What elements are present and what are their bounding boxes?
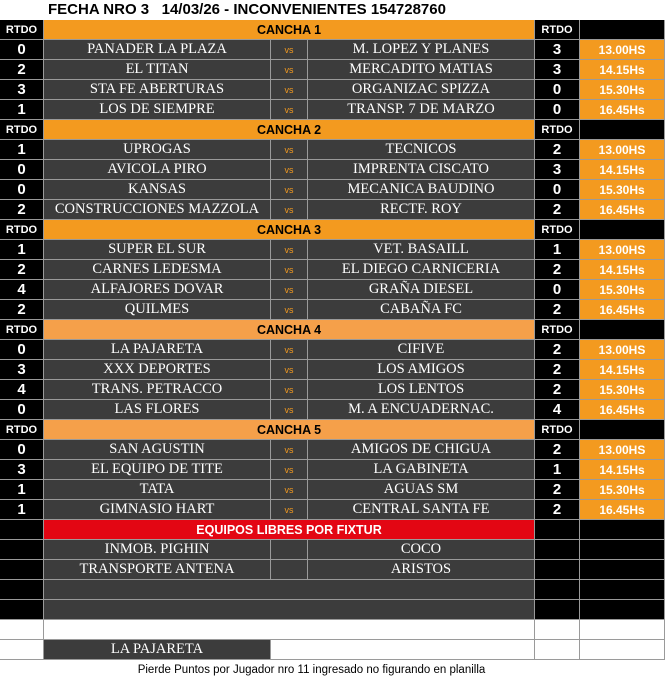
libre-team-right: ARISTOS <box>308 560 535 580</box>
match-row <box>0 180 665 200</box>
match-row <box>0 340 665 360</box>
vs-label: vs <box>271 140 308 160</box>
match-row <box>0 480 665 500</box>
away-score: 2 <box>535 440 580 460</box>
time-header-cell <box>580 220 665 240</box>
rtdo-label: RTDO <box>0 20 44 40</box>
blank-cell <box>0 620 44 640</box>
home-score: 2 <box>0 260 44 280</box>
home-team: LOS DE SIEMPRE <box>44 100 271 120</box>
vs-label: vs <box>271 240 308 260</box>
libre-team-left: TRANSPORTE ANTENA <box>44 560 271 580</box>
libres-row <box>0 560 665 580</box>
away-team: TRANSP. 7 DE MARZO <box>308 100 535 120</box>
away-team: M. LOPEZ Y PLANES <box>308 40 535 60</box>
penalty-note: Pierde Puntos por Jugador nro 11 ingresado no figurando en planilla <box>137 664 486 676</box>
home-score: 3 <box>0 460 44 480</box>
rtdo-label: RTDO <box>535 320 580 340</box>
spacer-row <box>0 620 665 640</box>
away-team: CIFIVE <box>308 340 535 360</box>
away-team: AGUAS SM <box>308 480 535 500</box>
vs-label: vs <box>271 300 308 320</box>
home-score: 3 <box>0 360 44 380</box>
home-team: LA PAJARETA <box>44 340 271 360</box>
vs-label: vs <box>271 500 308 520</box>
match-time: 16.45Hs <box>580 400 665 420</box>
home-team: GIMNASIO HART <box>44 500 271 520</box>
blank-cell <box>535 580 580 600</box>
home-team: LAS FLORES <box>44 400 271 420</box>
match-time: 14.15Hs <box>580 360 665 380</box>
home-team: SUPER EL SUR <box>44 240 271 260</box>
match-row <box>0 400 665 420</box>
vs-label: vs <box>271 360 308 380</box>
away-team: CABAÑA FC <box>308 300 535 320</box>
blank-cell <box>44 580 535 600</box>
home-team: EL TITAN <box>44 60 271 80</box>
match-time: 16.45Hs <box>580 100 665 120</box>
rtdo-label: RTDO <box>535 20 580 40</box>
away-score: 0 <box>535 180 580 200</box>
blank-cell <box>0 560 44 580</box>
home-team: PANADER LA PLAZA <box>44 40 271 60</box>
rtdo-label: RTDO <box>0 120 44 140</box>
match-row <box>0 200 665 220</box>
away-team: IMPRENTA CISCATO <box>308 160 535 180</box>
vs-label: vs <box>271 200 308 220</box>
rtdo-label: RTDO <box>0 420 44 440</box>
blank-cell <box>535 640 580 660</box>
match-time: 16.45Hs <box>580 200 665 220</box>
match-time: 14.15Hs <box>580 60 665 80</box>
match-time: 13.00HS <box>580 240 665 260</box>
time-header-cell <box>580 120 665 140</box>
away-score: 0 <box>535 100 580 120</box>
away-score: 2 <box>535 340 580 360</box>
away-team: GRAÑA DIESEL <box>308 280 535 300</box>
match-time: 14.15Hs <box>580 160 665 180</box>
home-team: SAN AGUSTIN <box>44 440 271 460</box>
blank-cell <box>44 600 535 620</box>
match-row <box>0 440 665 460</box>
match-row <box>0 280 665 300</box>
blank-cell <box>0 540 44 560</box>
match-time: 13.00HS <box>580 40 665 60</box>
vs-label: vs <box>271 380 308 400</box>
vs-label: vs <box>271 180 308 200</box>
cancha-title: CANCHA 3 <box>44 220 535 240</box>
away-score: 2 <box>535 480 580 500</box>
match-time: 13.00HS <box>580 140 665 160</box>
match-time: 15.30Hs <box>580 380 665 400</box>
home-score: 0 <box>0 160 44 180</box>
blank-cell <box>580 520 665 540</box>
blank-cell <box>535 540 580 560</box>
home-team: XXX DEPORTES <box>44 360 271 380</box>
libre-team-left: INMOB. PIGHIN <box>44 540 271 560</box>
match-row <box>0 380 665 400</box>
vs-label: vs <box>271 40 308 60</box>
home-score: 2 <box>0 60 44 80</box>
cancha-title: CANCHA 4 <box>44 320 535 340</box>
home-team: EL EQUIPO DE TITE <box>44 460 271 480</box>
away-score: 2 <box>535 300 580 320</box>
vs-label: vs <box>271 340 308 360</box>
away-team: TECNICOS <box>308 140 535 160</box>
match-row <box>0 500 665 520</box>
blank-cell <box>535 620 580 640</box>
blank-cell <box>271 540 308 560</box>
home-team: QUILMES <box>44 300 271 320</box>
home-team: ALFAJORES DOVAR <box>44 280 271 300</box>
blank-cell <box>580 560 665 580</box>
home-team: KANSAS <box>44 180 271 200</box>
match-time: 15.30Hs <box>580 280 665 300</box>
blank-cell <box>0 640 44 660</box>
away-team: LA GABINETA <box>308 460 535 480</box>
home-score: 1 <box>0 480 44 500</box>
blank-cell <box>535 600 580 620</box>
away-score: 3 <box>535 60 580 80</box>
blank-cell <box>580 640 665 660</box>
away-team: MECANICA BAUDINO <box>308 180 535 200</box>
time-header-cell <box>580 20 665 40</box>
home-team: UPROGAS <box>44 140 271 160</box>
match-time: 14.15Hs <box>580 460 665 480</box>
blank-cell <box>580 620 665 640</box>
vs-label: vs <box>271 400 308 420</box>
away-score: 1 <box>535 240 580 260</box>
match-row <box>0 160 665 180</box>
libres-row <box>0 540 665 560</box>
blank-cell <box>580 600 665 620</box>
rtdo-label: RTDO <box>535 120 580 140</box>
home-score: 3 <box>0 80 44 100</box>
home-team: AVICOLA PIRO <box>44 160 271 180</box>
home-score: 4 <box>0 380 44 400</box>
match-time: 13.00HS <box>580 340 665 360</box>
libre-team-right: COCO <box>308 540 535 560</box>
away-score: 0 <box>535 280 580 300</box>
time-header-cell <box>580 320 665 340</box>
away-score: 2 <box>535 360 580 380</box>
time-header-cell <box>580 420 665 440</box>
match-row <box>0 240 665 260</box>
away-team: ORGANIZAC SPIZZA <box>308 80 535 100</box>
blank-cell <box>0 580 44 600</box>
cancha-title: CANCHA 2 <box>44 120 535 140</box>
vs-label: vs <box>271 460 308 480</box>
home-score: 1 <box>0 140 44 160</box>
match-row <box>0 100 665 120</box>
match-row <box>0 60 665 80</box>
blank-cell <box>44 620 535 640</box>
away-team: VET. BASAILL <box>308 240 535 260</box>
libres-header-row <box>0 520 665 540</box>
home-score: 0 <box>0 440 44 460</box>
blank-cell <box>580 580 665 600</box>
rtdo-label: RTDO <box>535 420 580 440</box>
cancha-header-row <box>0 120 665 140</box>
match-time: 16.45Hs <box>580 300 665 320</box>
vs-label: vs <box>271 440 308 460</box>
blank-cell <box>580 540 665 560</box>
home-score: 1 <box>0 240 44 260</box>
cancha-header-row <box>0 320 665 340</box>
match-row <box>0 360 665 380</box>
away-team: LOS LENTOS <box>308 380 535 400</box>
empty-row <box>0 580 665 600</box>
blank-cell <box>0 600 44 620</box>
match-row <box>0 460 665 480</box>
vs-label: vs <box>271 480 308 500</box>
match-row <box>0 80 665 100</box>
blank-cell <box>271 640 535 660</box>
blank-cell <box>535 520 580 540</box>
match-time: 14.15Hs <box>580 260 665 280</box>
penalty-team: LA PAJARETA <box>44 640 271 660</box>
rtdo-label: RTDO <box>0 220 44 240</box>
home-score: 0 <box>0 340 44 360</box>
cancha-title: CANCHA 5 <box>44 420 535 440</box>
penalty-row <box>0 640 665 660</box>
home-score: 0 <box>0 400 44 420</box>
away-score: 2 <box>535 200 580 220</box>
away-score: 2 <box>535 500 580 520</box>
away-score: 2 <box>535 380 580 400</box>
home-score: 1 <box>0 100 44 120</box>
cancha-header-row <box>0 420 665 440</box>
home-team: TRANS. PETRACCO <box>44 380 271 400</box>
home-team: STA FE ABERTURAS <box>44 80 271 100</box>
away-team: AMIGOS DE CHIGUA <box>308 440 535 460</box>
match-row <box>0 140 665 160</box>
away-team: CENTRAL SANTA FE <box>308 500 535 520</box>
home-score: 2 <box>0 300 44 320</box>
home-team: CONSTRUCCIONES MAZZOLA <box>44 200 271 220</box>
libres-title: EQUIPOS LIBRES POR FIXTUR <box>44 520 535 540</box>
home-score: 0 <box>0 180 44 200</box>
vs-label: vs <box>271 160 308 180</box>
away-team: M. A ENCUADERNAC. <box>308 400 535 420</box>
page-title: FECHA NRO 3 14/03/26 - INCONVENIENTES 154728760 <box>48 1 446 18</box>
home-score: 1 <box>0 500 44 520</box>
cancha-title: CANCHA 1 <box>44 20 535 40</box>
cancha-header-row <box>0 20 665 40</box>
vs-label: vs <box>271 260 308 280</box>
away-score: 2 <box>535 260 580 280</box>
away-team: EL DIEGO CARNICERIA <box>308 260 535 280</box>
rtdo-label: RTDO <box>535 220 580 240</box>
blank-cell <box>0 520 44 540</box>
away-team: LOS AMIGOS <box>308 360 535 380</box>
home-score: 4 <box>0 280 44 300</box>
home-score: 0 <box>0 40 44 60</box>
cancha-header-row <box>0 220 665 240</box>
blank-cell <box>535 560 580 580</box>
away-score: 1 <box>535 460 580 480</box>
empty-row <box>0 600 665 620</box>
away-team: MERCADITO MATIAS <box>308 60 535 80</box>
match-row <box>0 260 665 280</box>
vs-label: vs <box>271 80 308 100</box>
rtdo-label: RTDO <box>0 320 44 340</box>
away-score: 2 <box>535 140 580 160</box>
vs-label: vs <box>271 100 308 120</box>
match-time: 15.30Hs <box>580 180 665 200</box>
away-score: 3 <box>535 40 580 60</box>
match-row <box>0 40 665 60</box>
vs-label: vs <box>271 280 308 300</box>
away-score: 4 <box>535 400 580 420</box>
away-team: RECTF. ROY <box>308 200 535 220</box>
match-time: 15.30Hs <box>580 480 665 500</box>
match-row <box>0 300 665 320</box>
home-score: 2 <box>0 200 44 220</box>
match-time: 13.00HS <box>580 440 665 460</box>
away-score: 0 <box>535 80 580 100</box>
home-team: CARNES LEDESMA <box>44 260 271 280</box>
away-score: 3 <box>535 160 580 180</box>
home-team: TATA <box>44 480 271 500</box>
blank-cell <box>271 560 308 580</box>
vs-label: vs <box>271 60 308 80</box>
match-time: 15.30Hs <box>580 80 665 100</box>
match-time: 16.45Hs <box>580 500 665 520</box>
